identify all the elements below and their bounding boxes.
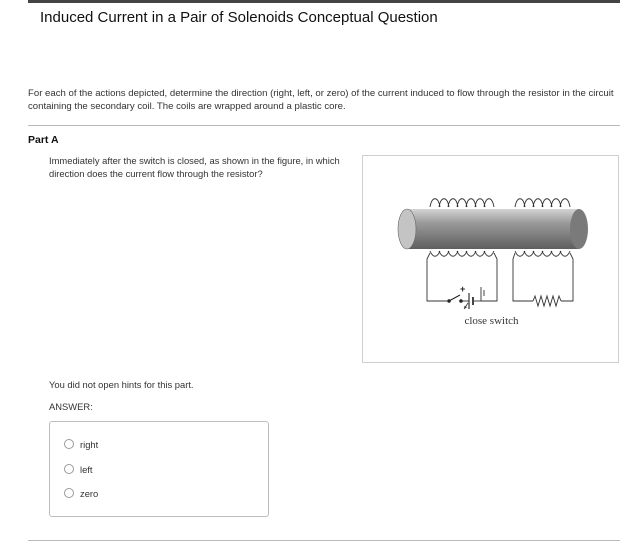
answer-options-box bbox=[49, 421, 269, 517]
option-label: right bbox=[80, 438, 99, 450]
battery-icon bbox=[460, 284, 488, 309]
radio-button[interactable] bbox=[64, 488, 74, 498]
option-right[interactable] bbox=[64, 437, 98, 451]
part-label: Part A bbox=[28, 134, 59, 146]
resistor-icon bbox=[533, 296, 561, 306]
answer-label: ANSWER: bbox=[49, 401, 93, 412]
question-text: Immediately after the switch is closed, as shown in the figure, in which direction does the current flow through the resistor? bbox=[49, 155, 340, 179]
solenoid-figure bbox=[362, 155, 619, 363]
top-rule bbox=[28, 0, 620, 3]
option-label: left bbox=[80, 463, 93, 475]
option-left[interactable] bbox=[64, 462, 93, 476]
hint-status: You did not open hints for this part. bbox=[49, 379, 194, 390]
plastic-core bbox=[398, 209, 588, 249]
intro-text: For each of the actions depicted, determine the direction (right, left, or zero) of the current induced to flow through the resistor in the circuit containing the secondary coil. The coils are wrapped around a plastic core. bbox=[28, 88, 614, 112]
secondary-circuit-wire bbox=[513, 253, 573, 301]
option-label: zero bbox=[80, 487, 99, 499]
switch-icon bbox=[447, 295, 468, 309]
battery-plus-label: + bbox=[460, 284, 466, 294]
divider bbox=[28, 125, 620, 126]
solenoid-diagram bbox=[363, 156, 620, 364]
figure-caption: close switch bbox=[464, 315, 519, 327]
radio-button[interactable] bbox=[64, 439, 74, 449]
bottom-divider bbox=[28, 540, 620, 541]
radio-button[interactable] bbox=[64, 464, 74, 474]
page-title: Induced Current in a Pair of Solenoids Conceptual Question bbox=[40, 9, 438, 26]
option-zero[interactable] bbox=[64, 486, 98, 500]
